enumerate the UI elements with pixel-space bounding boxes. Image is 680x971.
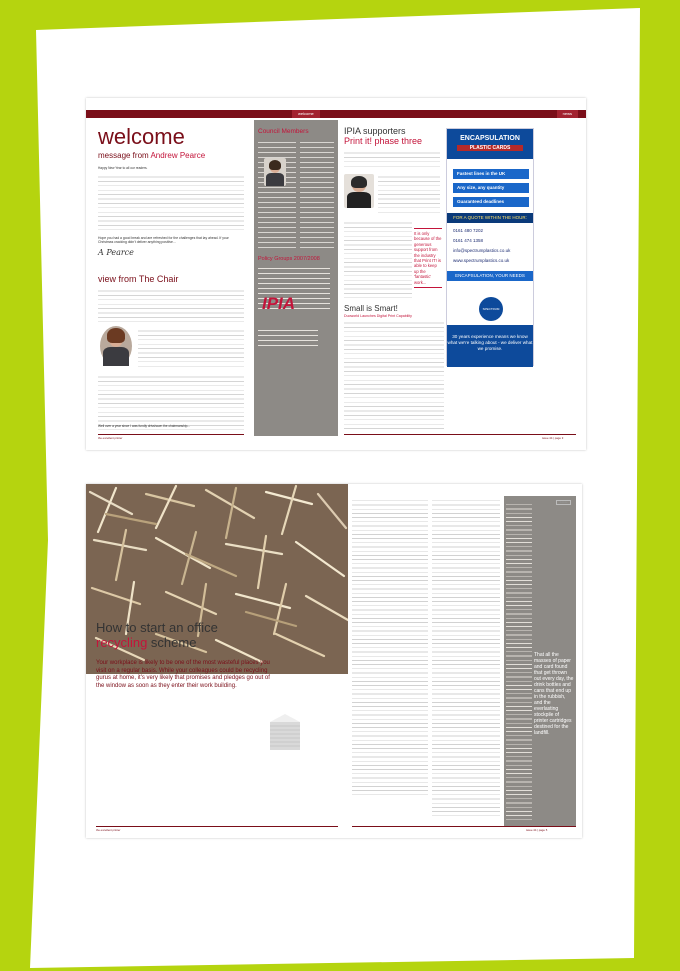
footer-rule-right xyxy=(344,434,576,435)
ad-header: ENCAPSULATION PLASTIC CARDS xyxy=(447,129,533,159)
ad-feature-1: Fastest lines in the UK xyxy=(453,169,529,179)
ad-email: info@spectrumplastics.co.uk xyxy=(453,248,511,253)
pull-quote-recycling: That all the masses of paper and card found that get thrown out every day, the drink bottles and cans that end up in the rubbish, and the everlasting stockpile of printer cartridges destined for the landfill. xyxy=(534,652,574,736)
ad-feature-3: Guaranteed deadlines xyxy=(453,197,529,207)
magazine-spread-welcome xyxy=(86,98,586,450)
chair-body xyxy=(98,288,244,324)
ad-feature-2: Any size, any quantity xyxy=(453,183,529,193)
ipia-body-3 xyxy=(344,220,412,302)
chair-photo xyxy=(100,326,132,366)
ipia-photo xyxy=(344,174,374,208)
ipia-logo: IPIA xyxy=(262,294,296,313)
spectrum-logo: SPECTRUM xyxy=(479,297,503,321)
footer-right: issue 44 | page 3 xyxy=(542,436,564,440)
smart-subtitle: Duoworld Launches Digital Print Capability xyxy=(344,314,412,318)
header-bar xyxy=(86,110,586,118)
article-title: How to start an office recycling scheme xyxy=(96,620,218,650)
section-tag-welcome: welcome xyxy=(292,110,320,118)
welcome-intro: Happy New Year to all our readers. xyxy=(98,166,148,170)
article-column-3 xyxy=(506,502,532,822)
page-title: welcome xyxy=(98,124,185,149)
section-tag-feature: feature xyxy=(556,500,571,505)
council-list-left xyxy=(258,140,296,250)
article-column-1 xyxy=(352,498,428,798)
chair-body-3 xyxy=(98,374,244,430)
chair-title: view from The Chair xyxy=(98,274,179,284)
ipia-contact xyxy=(258,328,318,350)
signature: A Pearce xyxy=(98,248,134,257)
ad-phone-2: 0161 474 1358 xyxy=(453,238,484,243)
council-photo xyxy=(264,158,286,186)
policy-title: Policy Groups 2007/2008 xyxy=(258,256,320,262)
chair-body-2 xyxy=(138,328,244,368)
article-column-2 xyxy=(432,498,500,818)
hero-lower-panel xyxy=(86,674,348,838)
welcome-body-text: Hope you had a good break and are refreshed for the challenges that lay ahead. If your Christmas cracking didn't deliver anything positive... xyxy=(98,236,229,245)
footer-rule-left xyxy=(98,434,244,435)
council-title: Council Members xyxy=(258,128,309,135)
chair-body-text: Well over a year since I was fundly drivshown the chairmanship... xyxy=(98,424,191,428)
footer-right-2: issue 44 | page 5 xyxy=(526,828,548,832)
paper-stack-image xyxy=(268,712,302,752)
welcome-subtitle: message from Andrew Pearce xyxy=(98,151,206,160)
footer-left-2: the excellent printer xyxy=(96,828,121,832)
magazine-badge: Magazine xyxy=(44,905,141,926)
encapsulation-advert xyxy=(446,128,534,366)
footer-rule-right-2 xyxy=(352,826,576,827)
welcome-body xyxy=(98,174,244,234)
ad-website: www.spectrumplastics.co.uk xyxy=(453,258,510,263)
pull-quote: It is only because of the generous support from the industry that Print IT! is able to keep up the 'fantastic' work... xyxy=(414,228,442,288)
ad-phone-1: 0161 480 7202 xyxy=(453,228,484,233)
smart-body xyxy=(344,320,444,430)
smart-title: Small is Smart! xyxy=(344,304,398,313)
section-tag-news: news xyxy=(557,110,578,118)
ipia-body-2 xyxy=(378,174,440,214)
council-list-right xyxy=(300,140,334,250)
article-standfirst: Your workplace is likely to be one of the most wasteful places you visit on a regular basis. While your colleagues could be recycling gurus at home, it's very likely that promises and pledges go out of the window as soon as they enter their work building. xyxy=(96,660,270,689)
footer-rule-left-2 xyxy=(96,826,338,827)
magazine-spread-recycling xyxy=(86,484,582,838)
ad-quote-band: FOR A QUOTE WITHIN THE HOUR: xyxy=(447,213,533,223)
ipia-body-1 xyxy=(344,150,440,170)
ipia-title: IPIA supporters Print it! phase three xyxy=(344,126,423,146)
ad-band-2: ENCAPSULATION, YOUR NEEDS xyxy=(447,271,533,281)
ad-tagline: 30 years experience means we know what we're talking about - we deliver what we promise. xyxy=(447,325,533,367)
footer-left: the excellent printer xyxy=(98,436,123,440)
